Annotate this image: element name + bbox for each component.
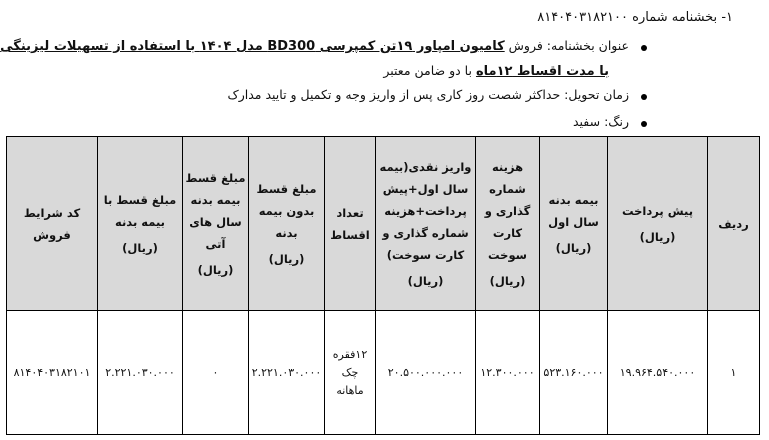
cell-plate-fuel-cost: ۱۲.۳۰۰.۰۰۰ <box>476 311 540 435</box>
header-installments-count: تعداد اقساط <box>325 137 376 311</box>
circular-title-cont <box>383 63 609 79</box>
title-installment-period: با مدت اقساط ۱۲ماه <box>475 64 609 79</box>
header-body-insurance-first-year: بیمه بدنه سال اول (ریال) <box>540 137 608 311</box>
bullet-icon <box>641 45 647 51</box>
cell-insurance-future-years: ۰ <box>183 311 249 435</box>
bullet-icon <box>641 94 647 100</box>
cell-installments-count: ۱۲فقره چک ماهانه <box>325 311 376 435</box>
heading-index: ۱- <box>721 10 733 25</box>
title-guarantors: با دو ضامن معتبر <box>383 63 472 78</box>
cell-row-number: ۱ <box>708 311 760 435</box>
header-installment-with-insurance: مبلغ قسط با بیمه بدنه (ریال) <box>98 137 183 311</box>
header-insurance-future-years: مبلغ قسط بیمه بدنه سال های آتی (ریال) <box>183 137 249 311</box>
cell-body-insurance-first-year: ۵۲۳.۱۶۰.۰۰۰ <box>540 311 608 435</box>
cell-sale-code: ۸۱۴۰۴۰۳۱۸۲۱۰۱ <box>7 311 98 435</box>
header-cash-deposit: واریز نقدی(بیمه سال اول+پیش پرداخت+هزینه شماره گذاری و کارت سوخت) (ریال) <box>376 137 476 311</box>
circular-heading <box>537 10 733 25</box>
title-vehicle: کامیون امپاور ۱۹تن کمپرسی BD300 مدل ۱۴۰۴ با استفاده از تسهیلات لیزینگی <box>0 39 505 54</box>
header-sale-code: کد شرایط فروش <box>7 137 98 311</box>
header-prepayment: پیش پرداخت (ریال) <box>608 137 708 311</box>
table-row <box>7 311 760 435</box>
header-plate-fuel-cost: هزینه شماره گذاری و کارت سوخت (ریال) <box>476 137 540 311</box>
header-row-number: ردیف <box>708 137 760 311</box>
delivery-time: زمان تحویل: حداکثر شصت روز کاری پس از واریز وجه و تکمیل و تایید مدارک <box>227 87 629 102</box>
cell-cash-deposit: ۲۰.۵۰۰.۰۰۰.۰۰۰ <box>376 311 476 435</box>
vehicle-color: رنگ: سفید <box>572 114 629 129</box>
header-installment-without-insurance: مبلغ قسط بدون بیمه بدنه (ریال) <box>249 137 325 311</box>
heading-label: بخشنامه شماره <box>632 10 718 25</box>
circular-number: ۸۱۴۰۴۰۳۱۸۲۱۰۰ <box>537 10 629 25</box>
circular-title <box>0 38 629 54</box>
cell-installment-with-insurance: ۲.۲۲۱.۰۳۰.۰۰۰ <box>98 311 183 435</box>
table-header-row <box>7 137 760 311</box>
title-label: عنوان بخشنامه: فروش <box>508 38 629 53</box>
bullet-icon <box>641 121 647 127</box>
sale-conditions-table <box>6 136 760 435</box>
cell-prepayment: ۱۹.۹۶۴.۵۴۰.۰۰۰ <box>608 311 708 435</box>
cell-installment-without-insurance: ۲.۲۲۱.۰۳۰.۰۰۰ <box>249 311 325 435</box>
